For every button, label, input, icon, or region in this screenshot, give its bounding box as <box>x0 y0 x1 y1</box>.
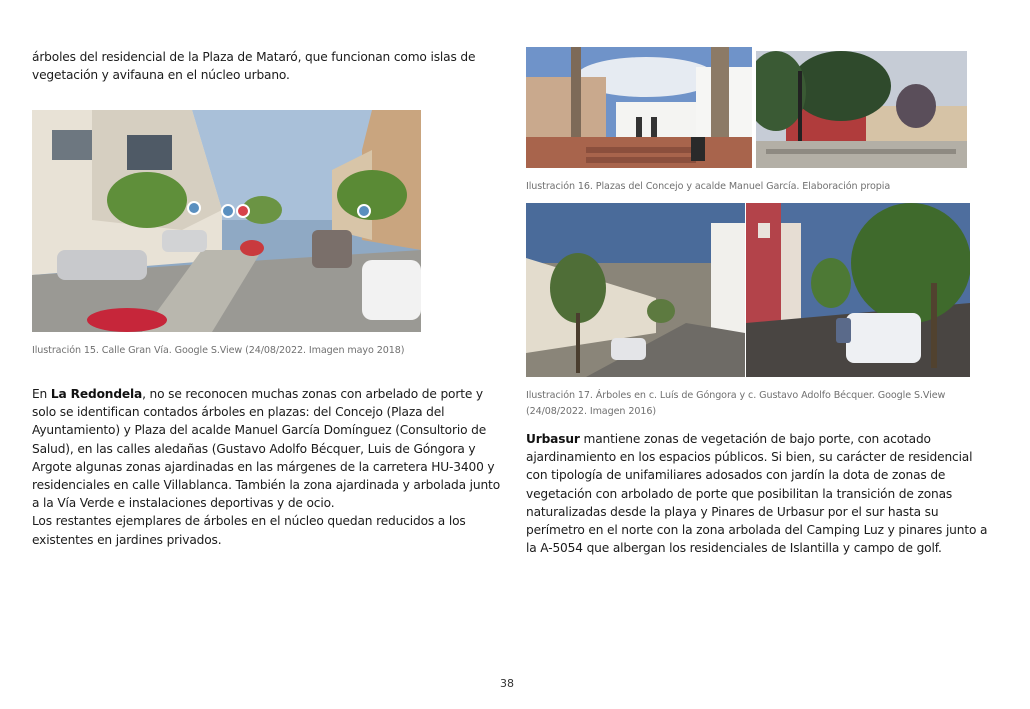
photo-calle-gongora <box>526 203 745 377</box>
intro-paragraph: árboles del residencial de la Plaza de Mataró, que funcionan como islas de vegetación y avifauna en el núcleo urbano. <box>32 50 476 83</box>
urbasur-body: mantiene zonas de vegetación de bajo porte, con acotado ajardinamiento en los espacios públicos. Si bien, su carácter de residencial con tipología de unifamiliares adosados con jardín la dota de zonas de vegetación con arbolado de porte que posibilitan la transición de zonas naturalizadas desde la playa y Pinares de Urbasur por el sur hasta su perímetro en el norte con la zona arbolada del Camping Luz y pinares junto a la A-5054 que albergan los residenciales de Islantilla y campo de golf. <box>526 432 988 556</box>
figure-16-caption: Ilustración 16. Plazas del Concejo y acalde Manuel García. Elaboración propia <box>526 181 891 192</box>
redondela-bold-term: La Redondela <box>50 387 143 401</box>
photo-calle-becquer <box>746 203 970 377</box>
redondela-prefix: En <box>32 387 51 401</box>
figure-15-caption: Ilustración 15. Calle Gran Vía. Google S.View (24/08/2022. Imagen mayo 2018) <box>32 345 405 356</box>
page-number: 38 <box>500 677 514 690</box>
photo-calle-gran-via <box>32 110 421 332</box>
figure-17-caption: Ilustración 17. Árboles en c. Luís de Góngora y c. Gustavo Adolfo Bécquer. Google S.View (24/08/2022. Imagen 2016) <box>526 390 946 417</box>
paragraph-la-redondela <box>32 385 500 549</box>
photo-plaza-manuel-garcia <box>756 51 967 168</box>
redondela-second-line: Los restantes ejemplares de árboles en el núcleo quedan reducidos a los existentes en jardines privados. <box>32 514 466 547</box>
paragraph-urbasur <box>526 430 988 557</box>
urbasur-bold-term: Urbasur <box>526 432 580 446</box>
photo-plaza-concejo <box>526 47 752 168</box>
redondela-body: , no se reconocen muchas zonas con arbelado de porte y solo se identifican contados árboles en plazas: del Concejo (Plaza del Ayuntamiento) y Plaza del acalde Manuel García Domínguez (Consultorio de Salud), en las calles aledañas (Gustavo Adolfo Bécquer, Luis de Góngora y Argote algunas zonas ajardinadas en las márgenes de la carretera HU-3400 y residenciales en calle Villablanca. También la zona ajardinada y arbolada junto a la Vía Verde e instalaciones deportivas y de ocio. <box>32 387 500 511</box>
